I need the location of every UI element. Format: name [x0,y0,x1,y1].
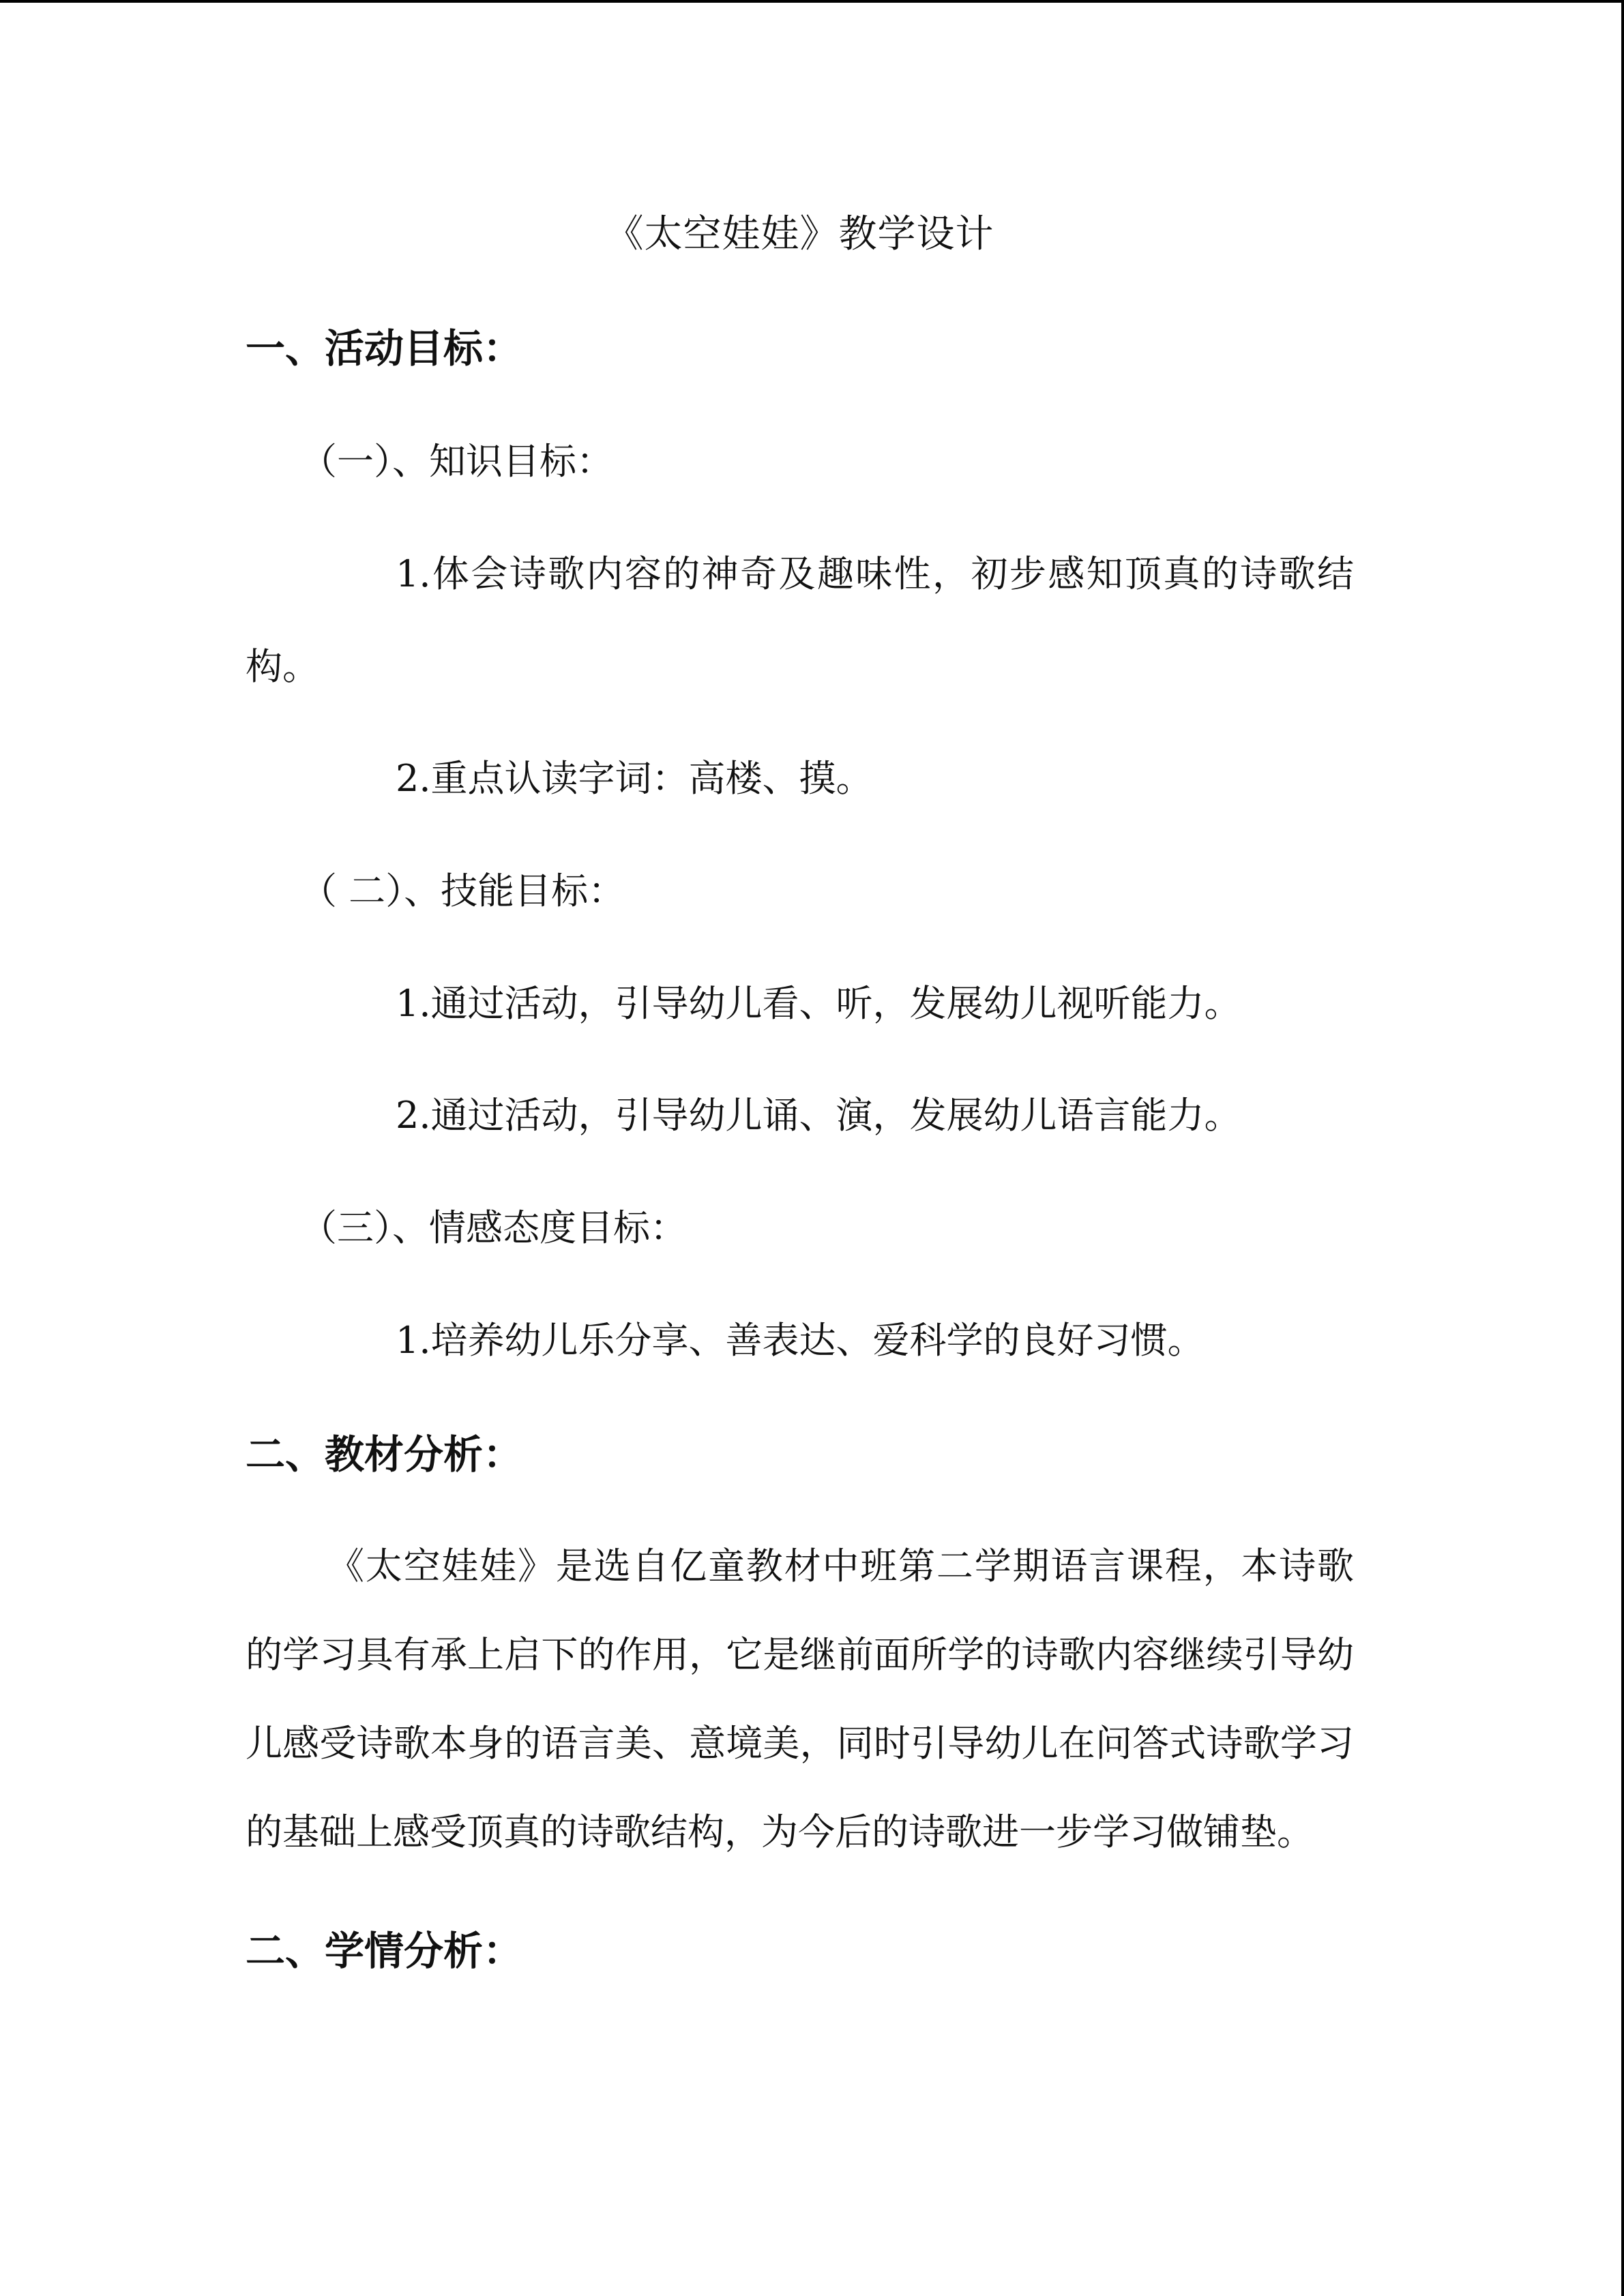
section-heading-material-analysis: 二、教材分析： [246,1431,523,1478]
subsection-heading-knowledge: （一）、知识目标： [300,440,613,483]
document-title: 《太空娃娃》教学设计 [605,212,994,256]
document-content [246,207,1354,2046]
knowledge-item-1: 1.体会诗歌内容的神奇及趣味性，初步感知顶真的诗歌结构。 [246,552,1354,688]
section-heading-learner-analysis: 二、学情分析： [246,1928,523,1974]
skills-item-1: 1.通过活动，引导幼儿看、听，发展幼儿视听能力。 [396,982,1241,1025]
subsection-heading-skills: （ 二）、技能目标： [300,869,625,912]
section-heading-objectives: 一、活动目标： [246,325,523,372]
material-analysis-paragraph: 《太空娃娃》是选自亿童教材中班第二学期语言课程，本诗歌的学习具有承上启下的作用，它是继前面所学的诗歌内容继续引导幼儿感受诗歌本身的语言美、意境美，同时引导幼儿在问答式诗歌学习的基础上感受顶真的诗歌结构，为今后的诗歌进一步学习做铺垫。 [246,1545,1354,1853]
skills-item-2: 2.通过活动，引导幼儿诵、演，发展幼儿语言能力。 [396,1094,1241,1137]
subsection-heading-attitude: （三）、情感态度目标： [300,1206,687,1249]
knowledge-item-2: 2.重点认读字词：高楼、摸。 [396,757,873,800]
attitude-item-1: 1.培养幼儿乐分享、善表达、爱科学的良好习惯。 [396,1319,1205,1362]
